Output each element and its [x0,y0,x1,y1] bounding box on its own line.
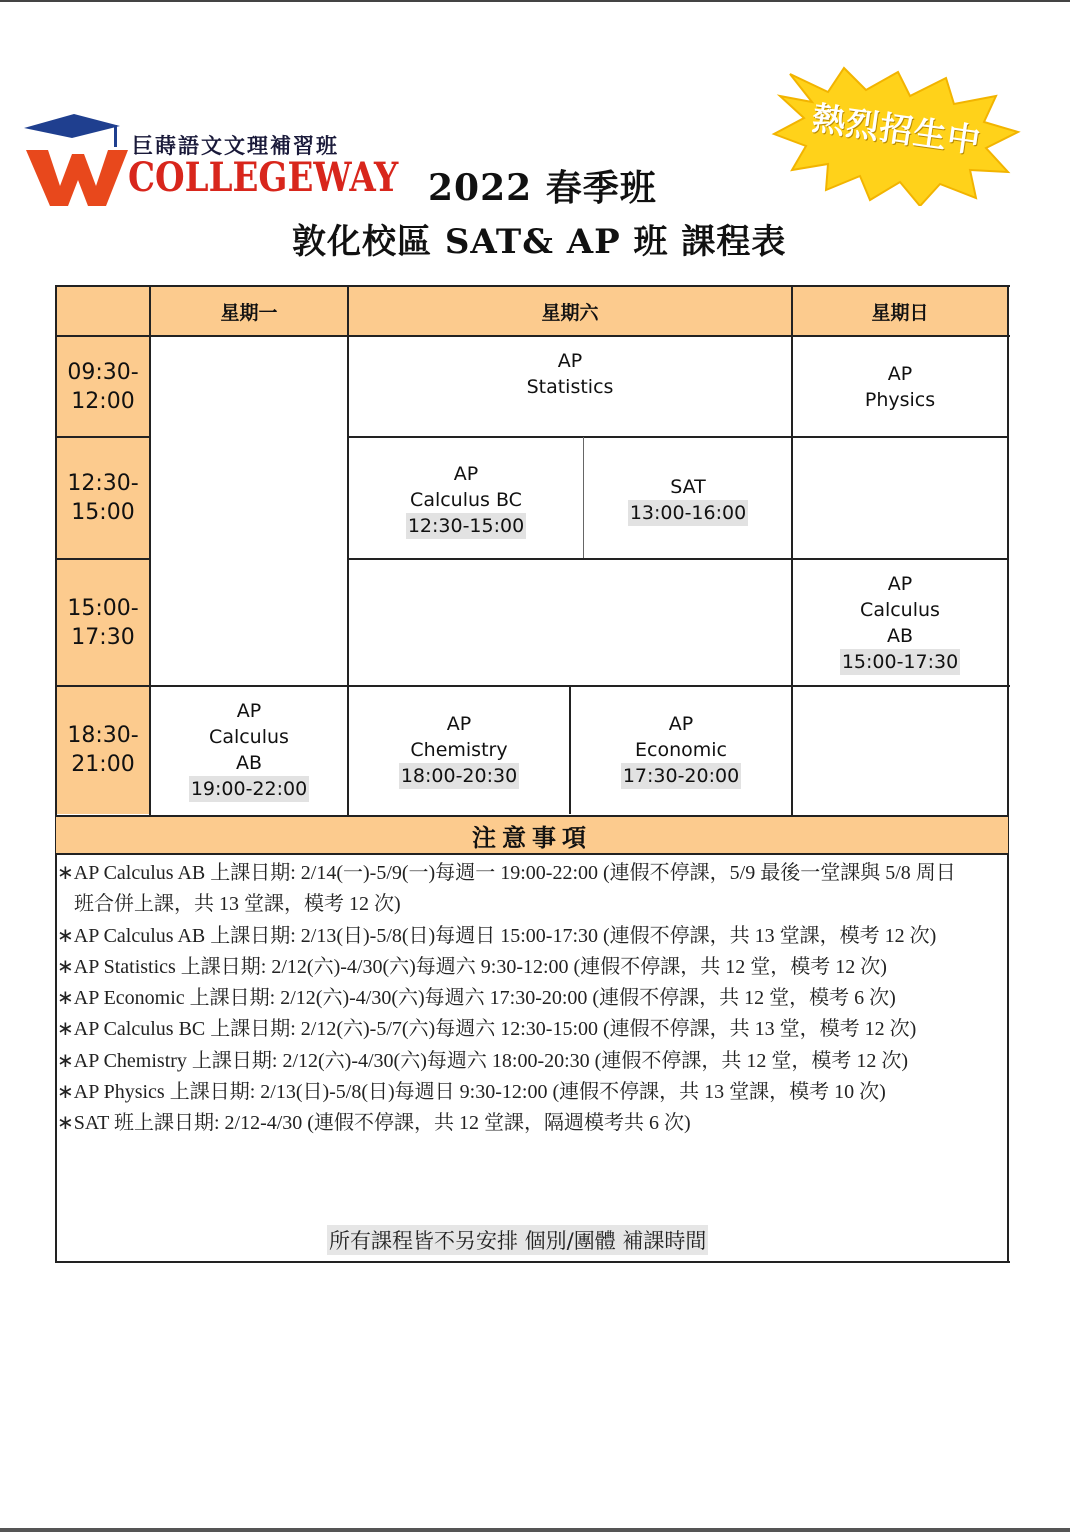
course-ap-economic-name: AP Economic [635,713,727,761]
timeslot-3: 15:00- 17:30 [67,595,139,650]
logo-w-mark-icon [22,110,132,215]
grid-line [55,558,150,560]
timeslot-4: 18:30- 21:00 [67,723,139,777]
course-ap-calculus-ab-monday-time: 19:00-22:00 [190,778,308,800]
grid-line [348,436,1008,438]
badge-text: 熱烈招生中 [809,98,984,161]
course-ap-calculus-ab-monday [150,686,348,814]
day-header-sunday: 星期日 [871,301,929,324]
grid-line [55,285,1010,287]
grid-line [569,686,571,814]
timeslot-2: 12:30- 15:00 [67,471,139,525]
course-sat-time: 13:00-16:00 [629,502,747,524]
top-border [0,0,1070,2]
course-ap-chemistry-name: AP Chemistry [410,713,508,761]
note-item: ∗AP Statistics 上課日期: 2/12(六)-4/30(六)每週六 9:30-12:00 (連假不停課，共 12 堂，模考 12 次) [57,955,887,978]
course-ap-chemistry-time: 18:00-20:30 [400,765,518,787]
grid-line [149,285,151,815]
grid-line [348,558,1008,560]
page-subtitle: 敦化校區 SAT& AP 班 課程表 [292,222,787,262]
bottom-border [0,1528,1070,1532]
course-ap-economic-time: 17:30-20:00 [622,765,740,787]
notes-header: 注意事項 [56,815,1008,855]
grid-line [791,285,793,815]
course-ap-chemistry [348,686,570,814]
course-ap-calculus-bc-name: AP Calculus BC [410,463,522,511]
day-header-monday: 星期一 [220,301,278,324]
logo-chinese-name: 巨蒔語文文理補習班 [132,133,339,158]
course-ap-calculus-ab-monday-name: AP Calculus AB [209,700,289,774]
note-item: ∗AP Physics 上課日期: 2/13(日)-5/8(日)每週日 9:30-12:00 (連假不停課，共 13 堂課，模考 10 次) [57,1081,886,1104]
note-item: ∗AP Calculus AB 上課日期: 2/14(一)-5/9(一)每週一 19:00-22:00 (連假不停課，5/9 最後一堂課與 5/8 周日 [57,862,956,884]
grid-line [55,335,1010,337]
course-ap-physics: AP Physics [864,362,936,411]
course-ap-statistics: AP Statistics [526,350,614,398]
course-ap-calculus-ab-sunday-name: AP Calculus AB [860,572,940,647]
course-ap-calculus-ab-sunday [792,559,1008,686]
makeup-class-note: 所有課程皆不另安排 個別/團體 補課時間 [327,1225,708,1255]
course-ap-calculus-bc [348,450,584,550]
timeslot-1: 09:30- 12:00 [67,359,139,414]
note-item: ∗SAT 班上課日期: 2/12-4/30 (連假不停課，共 12 堂課，隔週模考共 6 次) [57,1112,691,1135]
course-sat [584,450,792,550]
notes-list [57,858,1005,1140]
note-item: ∗AP Calculus BC 上課日期: 2/12(六)-5/7(六)每週六 12:30-15:00 (連假不停課，共 13 堂，模考 12 次) [57,1018,917,1041]
note-item: 班合併上課，共 13 堂課，模考 12 次) [74,893,401,916]
note-item: ∗AP Economic 上課日期: 2/12(六)-4/30(六)每週六 17:30-20:00 (連假不停課，共 12 堂，模考 6 次) [57,987,896,1010]
course-ap-calculus-bc-time: 12:30-15:00 [407,515,525,537]
grid-line [55,685,1010,687]
grid-line [55,436,150,438]
course-ap-economic [570,686,792,814]
day-header-saturday: 星期六 [541,301,599,324]
grid-line [347,285,349,815]
note-item: ∗AP Calculus AB 上課日期: 2/13(日)-5/8(日)每週日 15:00-17:30 (連假不停課，共 13 堂課，模考 12 次) [57,924,937,947]
course-sat-name: SAT [670,476,706,498]
logo-english-name: COLLEGEWAY [128,154,399,201]
grid-line [583,437,584,558]
note-item: ∗AP Chemistry 上課日期: 2/12(六)-4/30(六)每週六 18:00-20:30 (連假不停課，共 12 堂，模考 12 次) [57,1049,908,1072]
notes-bottom-border [55,1261,1010,1263]
grid-line [1007,285,1009,1263]
page-title: 2022 春季班 [428,167,657,209]
course-ap-calculus-ab-sunday-time: 15:00-17:30 [841,650,959,673]
